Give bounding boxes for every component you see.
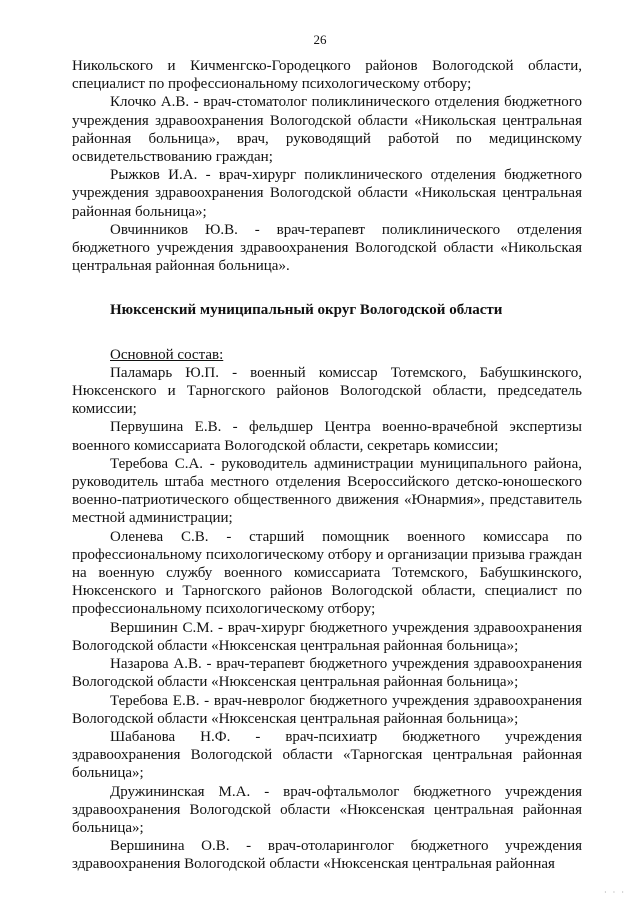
scan-mark: · · · xyxy=(604,888,626,897)
document-body xyxy=(72,57,582,874)
paragraph-member: Шабанова Н.Ф. - врач-психиатр бюджетного учреждения здравоохранения Вологодской области «Тарногская центральная районная больница»; xyxy=(72,728,582,782)
paragraph-member: Первушина Е.В. - фельдшер Центра военно-врачебной экспертизы военного комиссариата Вологодской области, секретарь комиссии; xyxy=(72,419,582,454)
paragraph-member: Вершинин С.М. - врач-хирург бюджетного учреждения здравоохранения Вологодской области «Нюксенская центральная районная больница»; xyxy=(72,619,582,654)
paragraph-member: Дружининская М.А. - врач-офтальмолог бюджетного учреждения здравоохранения Вологодской области «Нюксенская центральная районная больница»; xyxy=(72,783,582,836)
section-title: Нюксенский муниципальный округ Вологодской области xyxy=(110,302,503,319)
subsection-title: Основной состав: xyxy=(110,346,224,363)
paragraph-member: Назарова А.В. - врач-терапевт бюджетного учреждения здравоохранения Вологодской области «Нюксенская центральная районная больница»; xyxy=(72,656,582,691)
paragraph-member: Вершинина О.В. - врач-отоларинголог бюджетного учреждения здравоохранения Вологодской области «Нюксенская центральная районная xyxy=(72,838,582,873)
paragraph-member: Овчинников Ю.В. - врач-терапевт поликлинического отделения бюджетного учреждения здравоохранения Вологодской области «Никольская центральная районная больница». xyxy=(72,221,582,275)
paragraph-member: Теребова Е.В. - врач-невролог бюджетного учреждения здравоохранения Вологодской области «Нюксенская центральная районная больница»; xyxy=(72,692,582,727)
paragraph-continuation: Никольского и Кичменгско-Городецкого районов Вологодской области, специалист по профессиональному психологическому отбору; xyxy=(72,58,582,93)
page-number: 26 xyxy=(313,32,327,47)
paragraph-member: Оленева С.В. - старший помощник военного комиссара по профессиональному психологическому отбору и организации призыва граждан на военную службу военного комиссариата Тотемского, Бабушкинского, Нюксенского и Тарногского районов Вологодской области, специалист по профессиональному психологическому отбору; xyxy=(72,528,582,618)
paragraph-member: Клочко А.В. - врач-стоматолог поликлинического отделения бюджетного учреждения здравоохранения Вологодской области «Никольская центральная районная больница», врач, руководящий работой по медицинскому освидетельствованию граждан; xyxy=(72,94,582,166)
paragraph-member: Паламарь Ю.П. - военный комиссар Тотемского, Бабушкинского, Нюксенского и Тарногского районов Вологодской области, председатель комиссии; xyxy=(72,364,582,418)
paragraph-member: Рыжков И.А. - врач-хирург поликлинического отделения бюджетного учреждения здравоохранения Вологодской области «Никольская центральная районная больница»; xyxy=(72,167,582,220)
paragraph-member: Теребова С.А. - руководитель администрации муниципального района, руководитель штаба местного отделения Всероссийского детско-юношеского военно-патриотического общественного движения «Юнармия», представитель местной администрации; xyxy=(72,455,582,527)
